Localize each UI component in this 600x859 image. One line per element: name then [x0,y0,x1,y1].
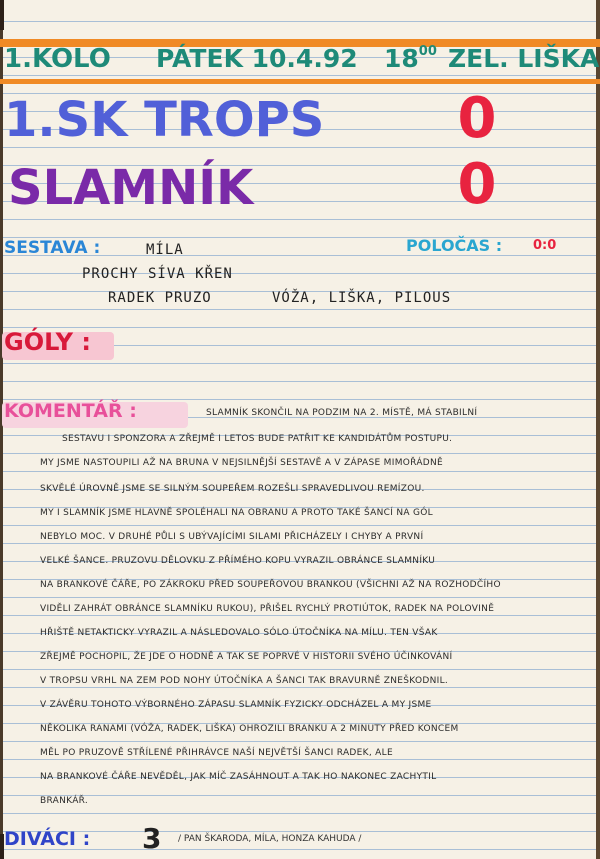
spectators-label: DIVÁCI : [4,828,91,850]
page-corner-shadow [0,0,4,30]
commentary-line: VIDĚLI ZAHRÁT OBRÁNCE SLAMNÍKU RUKOU), PŘIŠEL RYCHLÝ PROTIÚTOK, RADEK NA POLOVINĚ [40,604,495,614]
commentary-line: MY I SLAMNÍK JSME HLAVNĚ SPOLÉHALI NA OBRANU A PROTO TAKÉ ŠANCÍ NA GÓL [40,508,433,518]
lineup-label: SESTAVA : [4,238,101,258]
commentary-label: KOMENTÁŘ : [4,400,137,422]
away-team-name: SLAMNÍK [8,160,254,216]
home-team-name: 1.SK TROPS [4,92,325,148]
round-label: 1.KOLO [4,44,111,74]
commentary-line: MY JSME NASTOUPILI AŽ NA BRUNA V NEJSILNĚJŠÍ SESTAVĚ A V ZÁPASE MIMOŘÁDNĚ [40,458,444,468]
commentary-line: SKVĚLÉ ÚROVNĚ JSME SE SILNÝM SOUPEŘEM ROZEŠLI SPRAVEDLIVOU REMÍZOU. [40,484,425,494]
lineup-row-defence: PROCHY SÍVA KŘEN [82,266,233,282]
page-binding-edge [0,0,3,859]
lineup-row-midfield: RADEK PRUZO [108,290,212,306]
home-team-score: 0 [457,86,497,151]
halftime-score: 0:0 [533,238,557,253]
commentary-line: NĚKOLIKA RANAMI (VÓŽA, RADEK, LIŠKA) OHROZILI BRANKU A 2 MINUTY PŘED KONCEM [40,724,459,734]
commentary-line: SLAMNÍK SKONČIL NA PODZIM NA 2. MÍSTĚ, MÁ STABILNÍ [206,408,478,418]
away-team-score: 0 [457,152,497,217]
commentary-line: MĚL PO PRUZOVĚ STŘÍLENÉ PŘIHRÁVCE NAŠÍ NEJVĚTŠÍ ŠANCI RADEK, ALE [40,748,393,758]
commentary-line: NA BRANKOVÉ ČÁŘE NEVĚDĚL, JAK MÍČ ZASÁHNOUT A TAK HO NAKONEC ZACHYTIL [40,772,437,782]
header-bottom-rule [0,79,600,84]
commentary-line: BRANKÁŘ. [40,796,89,806]
page-right-edge [596,0,600,859]
lineup-row-goalkeeper: MÍLA [146,242,184,258]
commentary-line: V ZÁVĚRU TOHOTO VÝBORNÉHO ZÁPASU SLAMNÍK FYZICKY ODCHÁZEL A MY JSME [40,700,432,710]
kickoff-time [384,44,437,73]
lineup-row-attack: VÓŽA, LIŠKA, PILOUS [272,290,452,306]
halftime-label: POLOČAS : [406,236,503,255]
match-date: PÁTEK 10.4.92 [156,44,358,73]
commentary-line: NA BRANKOVÉ ČÁŘE, PO ZÁKROKU PŘED SOUPEŘOVOU BRANKOU (VŠICHNI AŽ NA ROZHODČÍHO [40,580,501,590]
match-header [0,44,600,78]
commentary-line: V TROPSU VRHL NA ZEM POD NOHY ÚTOČNÍKA A ŠANCI TAK BRAVURNĚ ZNEŠKODNIL. [40,676,449,686]
kickoff-minutes: 00 [418,44,437,59]
spectators-count: 3 [142,822,162,855]
commentary-line: VELKÉ ŠANCE. PRUZOVU DĚLOVKU Z PŘÍMÉHO KOPU VYRAZIL OBRÁNCE SLAMNÍKU [40,556,436,566]
goals-label: GÓLY : [4,328,91,356]
commentary-line: HŘIŠTĚ NETAKTICKY VYRAZIL A NÁSLEDOVALO SÓLO ÚTOČNÍKA NA MÍLU. TEN VŠAK [40,628,438,638]
kickoff-hour: 18 [384,44,419,73]
spectators-names: / PAN ŠKARODA, MÍLA, HONZA KAHUDA / [178,834,362,844]
commentary-line: NEBYLO MOC. V DRUHÉ PŮLI S UBÝVAJÍCÍMI SILAMI PŘICHÁZELY I CHYBY A PRVNÍ [40,532,424,542]
commentary-line: ZŘEJMĚ POCHOPIL, ŽE JDE O HODNĚ A TAK SE POPRVÉ V HISTORII SVÉHO ÚČINKOVÁNÍ [40,652,453,662]
commentary-line: SESTAVU I SPONZORA A ZŘEJMĚ I LETOS BUDE PATŘIT KE KANDIDÁTŮM POSTUPU. [62,434,453,444]
venue: ZEL. LIŠKA [448,44,600,73]
